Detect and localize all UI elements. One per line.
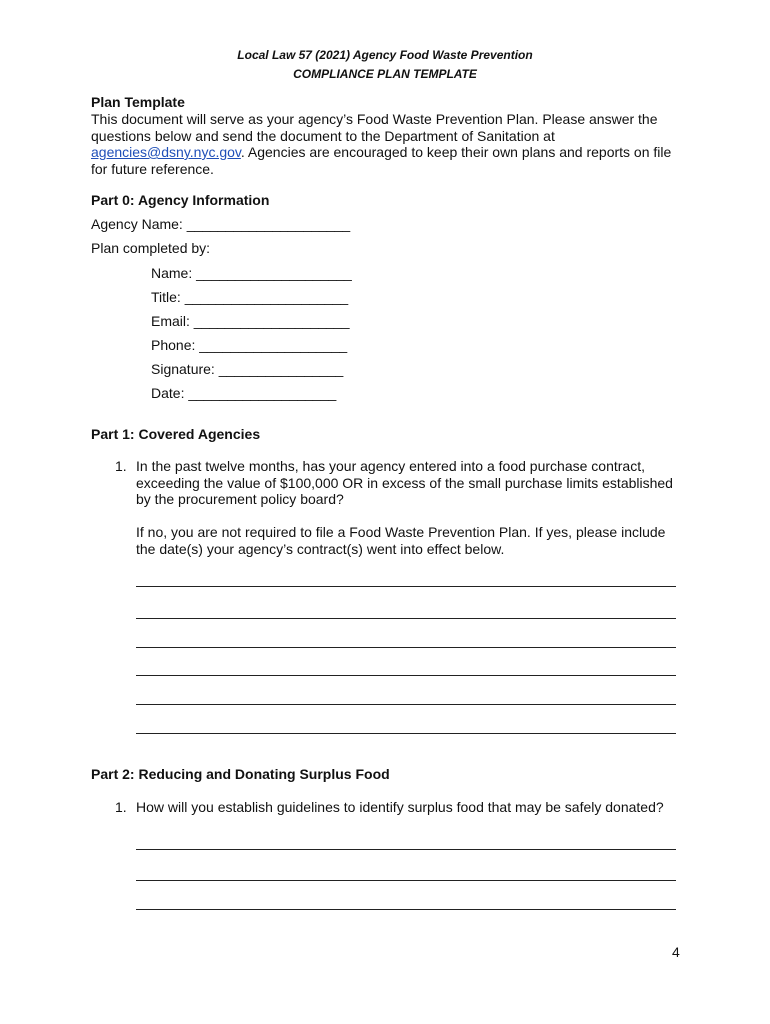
- answer-line: [136, 675, 676, 676]
- date-field: Date: ___________________: [151, 385, 337, 401]
- intro-paragraph: [91, 111, 681, 177]
- part0-heading: Part 0: Agency Information: [91, 192, 270, 208]
- answer-line: [136, 849, 676, 850]
- answer-line: [136, 704, 676, 705]
- part2-heading: Part 2: Reducing and Donating Surplus Food: [91, 766, 390, 782]
- answer-line: [136, 586, 676, 587]
- part1-heading: Part 1: Covered Agencies: [91, 426, 261, 442]
- title-field: Title: _____________________: [151, 289, 349, 305]
- answer-line: [136, 909, 676, 910]
- plan-completed-by-label: Plan completed by:: [91, 240, 211, 256]
- phone-field: Phone: ___________________: [151, 337, 348, 353]
- intro-text-start: This document will serve as your agency’s Food Waste Prevention Plan. Please answer the questions below and send the document to the Department of Sanitation at: [91, 111, 658, 144]
- answer-line: [136, 880, 676, 881]
- email-link[interactable]: agencies@dsny.nyc.gov: [91, 144, 241, 160]
- email-field: Email: ____________________: [151, 313, 350, 329]
- agency-name-field: Agency Name: _____________________: [91, 216, 351, 232]
- document-title: Local Law 57 (2021) Agency Food Waste Prevention: [237, 48, 533, 62]
- part2-q1-number: 1.: [115, 799, 127, 815]
- intro-text-end: . Agencies are encouraged to keep their own plans and reports on file for future reference.: [91, 144, 672, 177]
- part1-q1-text: In the past twelve months, has your agency entered into a food purchase contract, exceeding the value of $100,000 OR in excess of the small purchase limits established by the procurement policy board?: [136, 458, 673, 507]
- part1-q1-followup: If no, you are not required to file a Food Waste Prevention Plan. If yes, please include the date(s) your agency’s contract(s) went into effect below.: [136, 524, 666, 557]
- answer-line: [136, 733, 676, 734]
- page-number: 4: [672, 944, 680, 960]
- signature-field: Signature: ________________: [151, 361, 344, 377]
- answer-line: [136, 618, 676, 619]
- answer-line: [136, 647, 676, 648]
- part1-q1-number: 1.: [115, 458, 127, 474]
- document-subtitle: COMPLIANCE PLAN TEMPLATE: [293, 67, 477, 81]
- part2-q1-text: How will you establish guidelines to identify surplus food that may be safely donated?: [136, 799, 664, 815]
- intro-heading: Plan Template: [91, 94, 185, 110]
- name-field: Name: ____________________: [151, 265, 352, 281]
